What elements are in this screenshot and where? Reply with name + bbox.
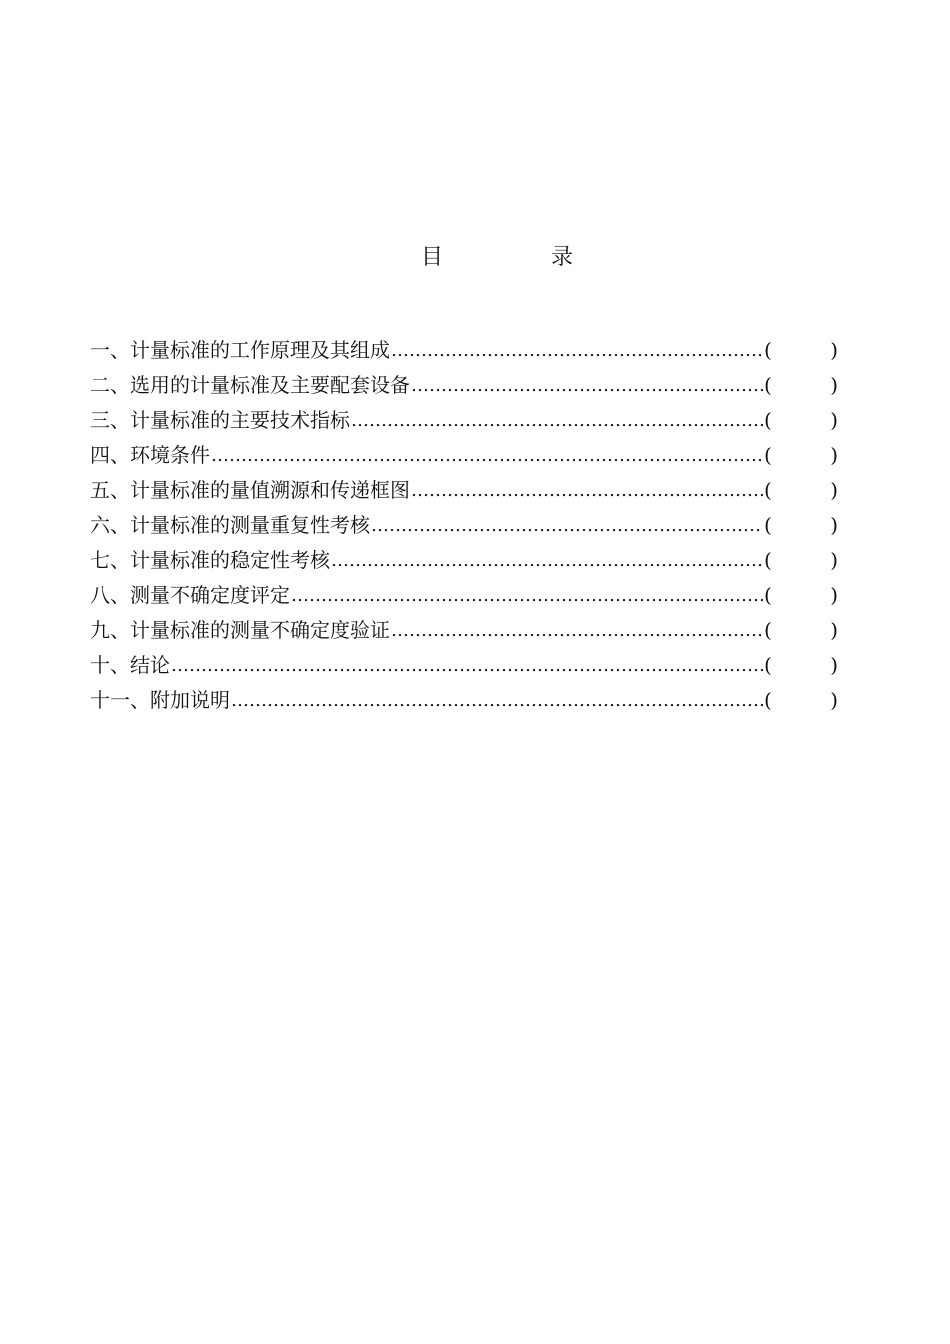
- table-of-contents: [90, 333, 838, 718]
- toc-page-open-paren: (: [764, 443, 772, 467]
- toc-dot-leader: [411, 368, 763, 403]
- toc-page-close-paren: ): [830, 513, 838, 537]
- toc-entry[interactable]: [90, 683, 838, 718]
- toc-page-close-paren: ): [830, 478, 838, 502]
- toc-page-number: [764, 613, 838, 648]
- toc-dot-leader: [331, 543, 763, 578]
- toc-entry[interactable]: [90, 368, 838, 403]
- toc-entry[interactable]: [90, 508, 838, 543]
- toc-entry[interactable]: [90, 473, 838, 508]
- toc-page-open-paren: (: [764, 688, 772, 712]
- toc-entry[interactable]: [90, 578, 838, 613]
- toc-page-number: [764, 578, 838, 613]
- toc-title-char-2: 录: [551, 245, 574, 270]
- toc-page-close-paren: ): [830, 548, 838, 572]
- toc-entry-label: 二、选用的计量标准及主要配套设备: [90, 373, 410, 397]
- toc-page-close-paren: ): [830, 373, 838, 397]
- toc-page-close-paren: ): [830, 338, 838, 362]
- toc-dot-leader: [371, 508, 763, 543]
- toc-page-open-paren: (: [764, 548, 772, 572]
- toc-dot-leader: [291, 578, 763, 613]
- toc-dot-leader: [171, 648, 763, 683]
- toc-page-open-paren: (: [764, 338, 772, 362]
- toc-entry-label: 八、测量不确定度评定: [90, 583, 290, 607]
- toc-dot-leader: [231, 683, 763, 718]
- toc-page-number: [764, 438, 838, 473]
- toc-entry[interactable]: [90, 543, 838, 578]
- toc-page-number: [764, 333, 838, 368]
- toc-page-number: [764, 648, 838, 683]
- toc-dot-leader: [411, 473, 763, 508]
- toc-entry-label: 九、计量标准的测量不确定度验证: [90, 618, 390, 642]
- toc-page-open-paren: (: [764, 583, 772, 607]
- toc-entry[interactable]: [90, 333, 838, 368]
- toc-page-number: [764, 508, 838, 543]
- toc-page-close-paren: ): [830, 583, 838, 607]
- toc-dot-leader: [391, 333, 763, 368]
- toc-entry-label: 十、结论: [90, 653, 170, 677]
- toc-entry-label: 七、计量标准的稳定性考核: [90, 548, 330, 572]
- toc-entry[interactable]: [90, 648, 838, 683]
- toc-entry[interactable]: [90, 438, 838, 473]
- toc-page-open-paren: (: [764, 373, 772, 397]
- toc-dot-leader: [211, 438, 763, 473]
- toc-page-number: [764, 473, 838, 508]
- toc-entry-label: 四、环境条件: [90, 443, 210, 467]
- toc-page-number: [764, 403, 838, 438]
- toc-page-number: [764, 543, 838, 578]
- toc-entry[interactable]: [90, 403, 838, 438]
- toc-page-close-paren: ): [830, 443, 838, 467]
- toc-page-open-paren: (: [764, 653, 772, 677]
- toc-entry-label: 三、计量标准的主要技术指标: [90, 408, 350, 432]
- toc-dot-leader: [391, 613, 763, 648]
- toc-page-close-paren: ): [830, 688, 838, 712]
- toc-page-close-paren: ): [830, 408, 838, 432]
- toc-title: [0, 240, 950, 274]
- toc-entry-label: 六、计量标准的测量重复性考核: [90, 513, 370, 537]
- toc-page-open-paren: (: [764, 618, 772, 642]
- toc-page-number: [764, 368, 838, 403]
- toc-entry-label: 一、计量标准的工作原理及其组成: [90, 338, 390, 362]
- toc-page-open-paren: (: [764, 513, 772, 537]
- toc-entry[interactable]: [90, 613, 838, 648]
- toc-entry-label: 十一、附加说明: [90, 688, 230, 712]
- toc-page-number: [764, 683, 838, 718]
- toc-dot-leader: [351, 403, 763, 438]
- toc-page-open-paren: (: [764, 408, 772, 432]
- toc-page-close-paren: ): [830, 618, 838, 642]
- toc-title-char-1: 目: [421, 245, 444, 270]
- toc-entry-label: 五、计量标准的量值溯源和传递框图: [90, 478, 410, 502]
- toc-page-close-paren: ): [830, 653, 838, 677]
- toc-page-open-paren: (: [764, 478, 772, 502]
